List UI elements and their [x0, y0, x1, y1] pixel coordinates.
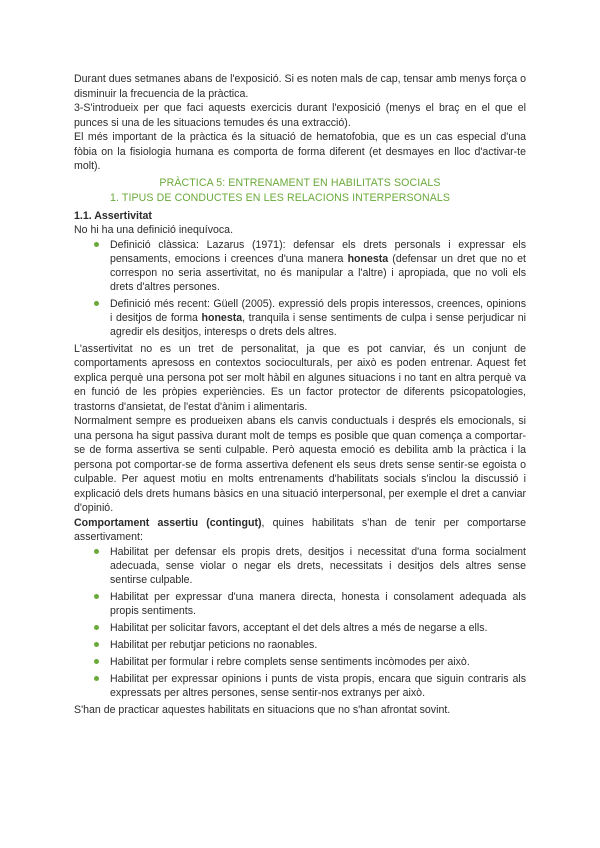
paragraph-assertive-behaviour: [74, 516, 526, 545]
paragraph-behavioural-changes: Normalment sempre es produeixen abans els canvis conductuals i després els emocionals, si una persona ha sigut passiva durant molt de temps es posible que quan comença a comportar-se de forma assertiva se senti culpable. Però aquesta emoció es debilita amb la pràctica i la persona pot comportar-se de forma assertiva defenent els seus drets sense sentir-se egoista o culpable. Per aquest motiu en molts entrenaments d'habilitats socials s'inclou la discussió i explicació dels drets humans bàsics en una situació interpersonal, per exemple el dret a canviar d'opinió.: [74, 415, 526, 514]
heading-practice-5: PRÀCTICA 5: ENTRENAMENT EN HABILITATS SOCIALS: [159, 176, 441, 189]
list-item: Habilitat per solicitar favors, acceptant el det dels altres a més de negarse a ells.: [110, 621, 526, 635]
skills-list: [74, 545, 526, 700]
definition-text: , tranquila i sense sentiments de culpa i sense perjudicar ni agredir els desitjos, interesps o drets dels altres.: [110, 311, 526, 338]
paragraph-exposure-exercise: 3-S'introdueix per que faci aquests exercicis durant l'exposició (menys el braç en el que el punces si una de les situacions temudes és una extracció).: [74, 102, 526, 129]
list-item: [110, 238, 526, 294]
list-item: Habilitat per expressar opinions i punts de vista propis, encara que siguin contraris als expressats per altres persones, sense sentir-nos extranys per això.: [110, 672, 526, 699]
list-item: Habilitat per expressar d'una manera directa, honesta i consolament adequada als propis sentiments.: [110, 590, 526, 617]
section-title-assertivitat: 1.1. Assertivitat: [74, 209, 152, 222]
behaviour-text: , quines habilitats s'han de tenir per comportarse assertivament:: [74, 516, 526, 543]
paragraph-no-definition: No hi ha una definició inequívoca.: [74, 224, 234, 236]
list-item: Habilitat per formular i rebre complets sense sentiments incòmodes per això.: [110, 655, 526, 669]
paragraph-personality-trait: L'assertivitat no es un tret de personalitat, ja que es pot canviar, és un conjunt de comportaments apresoss en contextos socioculturals, per això es poden entrenar. Aquest fet explica perquè una persona pot ser molt hàbil en algunes situacions i no tant en altra perquè va en funció de les pròpies experiències. Es un factor protector de diferents psicopatologies, trastorns d'ansietat, de l'estat d'ànim i alimentaris.: [74, 342, 526, 413]
list-item: [110, 297, 526, 339]
definition-bold-word: honesta: [347, 252, 389, 265]
definition-bold-word: honesta: [201, 311, 243, 324]
list-item: Habilitat per rebutjar peticions no raonables.: [110, 638, 526, 652]
definition-text: Definició més recent: Güell (2005). expressió dels propis interessos, creences, opinions i desitjos de forma: [110, 297, 526, 324]
definition-text: (defensar un dret que no et correspon no seria assertivitat, no és manipular a l'altre) i apropiada, que no voli els drets d'altres persones.: [110, 252, 526, 293]
paragraph-closing: S'han de practicar aquestes habilitats en situacions que no s'han afrontat sovint.: [74, 703, 451, 716]
paragraph-exposure-timing: Durant dues setmanes abans de l'exposició. Si es noten mals de cap, tensar amb menys força o disminuir la frecuencia de la pràctica.: [74, 73, 526, 100]
behaviour-bold-label: Comportament assertiu (contingut): [74, 516, 262, 529]
list-item: Habilitat per defensar els propis drets, desitjos i necessitat d'una forma socialment adecuada, sense violar o negar els drets, necessitats i desitjos dels altres sense sentirse culpable.: [110, 545, 526, 586]
heading-conduct-types: 1. TIPUS DE CONDUCTES EN LES RELACIONS INTERPERSONALS: [110, 192, 451, 204]
definition-text: Definició clàssica: Lazarus (1971): defensar els drets personals i expressar els pensaments, emocions i creences d'una manera: [110, 238, 526, 265]
paragraph-hematophobia: El més important de la pràctica és la situació de hematofobia, que es un cas especial d'una fòbia on la fisiologia humana es comporta de forma diferent (et desmayes en lloc d'activar-te molt).: [74, 131, 526, 172]
definitions-list: [74, 238, 526, 339]
